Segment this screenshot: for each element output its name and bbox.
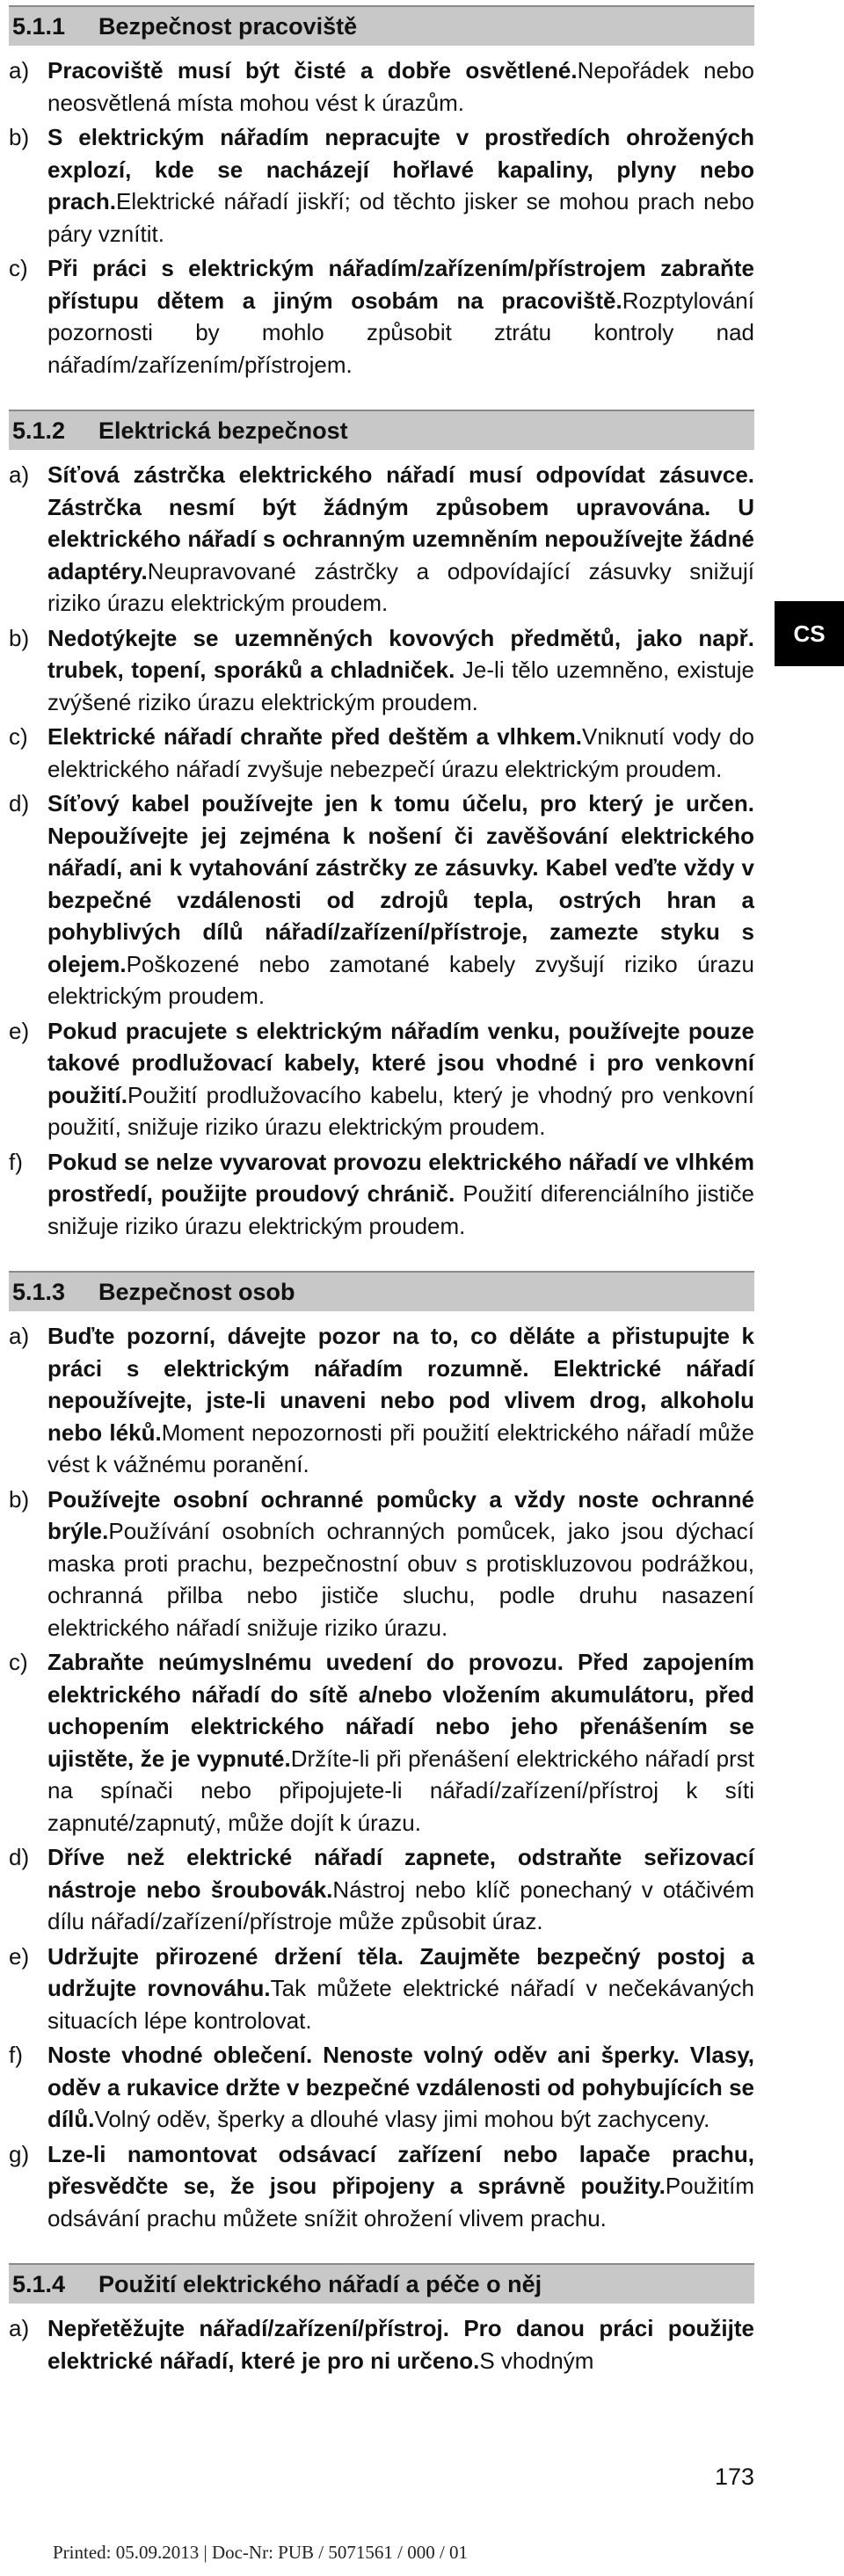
section-number: 5.1.1 [12, 12, 66, 40]
item-letter: d) [9, 1844, 30, 1870]
item-bold-text: Zabraňte neúmyslnému uvedení do provozu. Před zapojením elektrického nářadí do sítě a/nebo vložením akumulátoru, před uchopením elektrického nářadí nebo jeho přenášením se ujistěte, že je vypnuté. [47, 1649, 754, 1772]
list-item [9, 1146, 754, 1243]
list-item [9, 721, 754, 785]
item-letter: e) [9, 1942, 30, 1970]
item-letter: c) [9, 1649, 28, 1675]
item-plain-text: Je-li tělo uzemněno, existuje zvýšené riziko úrazu elektrickým proudem. [47, 657, 754, 715]
list-item [9, 1941, 754, 2037]
list-item [9, 1484, 754, 1644]
item-letter: a) [9, 1323, 30, 1349]
item-letter: b) [9, 124, 30, 150]
item-bold-text: Síťová zástrčka elektrického nářadí musí odpovídat zásuvce. Zástrčka nesmí být žádným způsobem upravována. U elektrického nářadí s ochranným uzemněním nepoužívejte žádné adaptéry. [47, 461, 754, 584]
item-text [47, 459, 754, 620]
item-plain-text: Držíte-li při přenášení elektrického nářadí prst na spínači nebo připojujete-li nářadí/zařízení/přístroj k síti zapnuté/zapnutý, může dojít k úrazu. [47, 1745, 754, 1836]
item-text [47, 1015, 754, 1143]
item-bold-text: Elektrické nářadí chraňte před deštěm a vlhkem. [47, 723, 583, 750]
item-text [47, 787, 754, 1012]
list-item [9, 459, 754, 620]
section-5-1-2 [9, 410, 754, 1242]
item-letter: f) [9, 1148, 23, 1175]
item-letter: a) [9, 2315, 30, 2341]
item-text [47, 2312, 754, 2376]
item-bold-text: Nedotýkejte se uzemněných kovových předmětů, jako např. trubek, topení, sporáků a chladniček. [47, 624, 754, 683]
item-bold-text: Pokud se nelze vyvarovat provozu elektrického nářadí ve vlhkém prostředí, použijte proudový chránič. [47, 1148, 754, 1207]
item-text [47, 1941, 754, 2037]
section-5-1-1 [9, 5, 754, 381]
section-5-1-4 [9, 2263, 754, 2376]
list-item [9, 622, 754, 719]
list-item [9, 1841, 754, 1938]
item-plain-text: Poškozené nebo zamotané kabely zvyšují riziko úrazu elektrickým proudem. [47, 950, 754, 1009]
item-text [47, 2138, 754, 2235]
item-text [47, 1646, 754, 1839]
document-column [9, 5, 754, 2379]
item-plain-text: S vhodným [479, 2347, 594, 2374]
item-plain-text: Neupravované zástrčky a odpovídající zásuvky snižují riziko úrazu elektrickým proudem. [47, 557, 754, 616]
item-plain-text: Použití prodlužovacího kabelu, který je vhodný pro venkovní použití, snižuje riziko úrazu elektrickým proudem. [47, 1081, 754, 1140]
section-5-1-3 [9, 1271, 754, 2234]
section-title: Elektrická bezpečnost [98, 417, 348, 444]
item-plain-text: Použití diferenciálního jističe snižuje riziko úrazu elektrickým proudem. [47, 1180, 754, 1239]
item-bold-text: Používejte osobní ochranné pomůcky a vždy noste ochranné brýle. [47, 1485, 754, 1544]
list-item [9, 2312, 754, 2376]
item-letter: a) [9, 461, 30, 488]
item-bold-text: S elektrickým nářadím nepracujte v prostředích ohrožených explozí, kde se nacházejí hořlavé kapaliny, plyny nebo prach. [47, 124, 754, 214]
language-tab: CS [775, 601, 844, 666]
item-text [47, 1320, 754, 1481]
item-bold-text: Pokud pracujete s elektrickým nářadím venku, používejte pouze takové prodlužovací kabely, které jsou vhodné i pro venkovní použití. [47, 1017, 754, 1108]
section-number: 5.1.2 [12, 417, 66, 444]
item-plain-text: Elektrické nářadí jiskří; od těchto jisker se mohou prach nebo páry vznítit. [47, 188, 754, 247]
item-text [47, 622, 754, 719]
item-bold-text: Při práci s elektrickým nářadím/zařízením/přístrojem zabraňte přístupu dětem a jiným osobám na pracoviště. [47, 255, 754, 314]
item-letter: b) [9, 1485, 30, 1513]
item-text [47, 252, 754, 381]
item-plain-text: Vniknutí vody do elektrického nářadí zvyšuje nebezpečí úrazu elektrickým proudem. [47, 723, 754, 782]
item-text [47, 121, 754, 250]
list-item [9, 2138, 754, 2235]
section-title: Použití elektrického nářadí a péče o něj [98, 2270, 542, 2297]
section-number: 5.1.4 [12, 2270, 66, 2297]
item-plain-text: Tak můžete elektrické nářadí v nečekávaných situacích lépe kontrolovat. [47, 1975, 754, 2034]
list-item [9, 54, 754, 119]
item-text [47, 721, 754, 785]
list-item [9, 1646, 754, 1839]
list-item [9, 1320, 754, 1481]
item-letter: b) [9, 624, 30, 651]
item-plain-text: Moment nepozornosti při použití elektrického nářadí může vést k vážnému poranění. [47, 1419, 755, 1477]
item-letter: e) [9, 1017, 30, 1044]
item-bold-text: Udržujte přirozené držení těla. Zaujměte bezpečný postoj a udržujte rovnováhu. [47, 1942, 754, 2001]
print-footer: Printed: 05.09.2013 | Doc-Nr: PUB / 5071561 / 000 / 01 [53, 2542, 469, 2563]
item-text [47, 1841, 754, 1938]
item-plain-text: Používání osobních ochranných pomůcek, jako jsou dýchací maska proti prachu, bezpečnostní obuv s protiskluzovou podrážkou, ochranná přilba nebo jističe sluchu, podle druhu nasazení elektrického nářadí snižuje riziko úrazu. [47, 1518, 754, 1641]
item-plain-text: Použitím odsávání prachu můžete snížit ohrožení vlivem prachu. [47, 2173, 754, 2231]
item-bold-text: Pracoviště musí být čisté a dobře osvětlené. [47, 57, 578, 83]
item-bold-text: Lze-li namontovat odsávací zařízení nebo lapače prachu, přesvědčte se, že jsou připojeny a správně použity. [47, 2140, 754, 2199]
item-bold-text: Dříve než elektrické nářadí zapnete, odstraňte seřizovací nástroje nebo šroubovák. [47, 1844, 754, 1903]
section-heading [9, 1271, 754, 1311]
item-plain-text: Volný oděv, šperky a dlouhé vlasy jimi mohou být zachyceny. [94, 2106, 710, 2132]
item-text [47, 2039, 754, 2136]
list-item [9, 1015, 754, 1143]
item-letter: d) [9, 790, 30, 816]
section-number: 5.1.3 [12, 1278, 66, 1305]
item-plain-text: Nepořádek nebo neosvětlená místa mohou vést k úrazům. [47, 57, 754, 116]
section-title: Bezpečnost osob [98, 1278, 295, 1305]
section-heading [9, 410, 754, 450]
item-letter: f) [9, 2042, 23, 2068]
item-letter: c) [9, 723, 28, 750]
item-bold-text: Nepřetěžujte nářadí/zařízení/přístroj. Pro danou práci použijte elektrické nářadí, které je pro ni určeno. [47, 2315, 754, 2374]
item-plain-text: Nástroj nebo klíč ponechaný v otáčivém dílu nářadí/zařízení/přístroje může způsobit úraz. [47, 1876, 755, 1934]
item-plain-text: Rozptylování pozornosti by mohlo způsobit ztrátu kontroly nad nářadím/zařízením/přístrojem. [47, 287, 754, 378]
list-item [9, 252, 754, 381]
section-title: Bezpečnost pracoviště [98, 12, 358, 40]
item-letter: c) [9, 255, 28, 281]
item-text [47, 54, 754, 119]
list-item [9, 2039, 754, 2136]
item-text [47, 1484, 754, 1644]
item-text [47, 1146, 754, 1243]
list-item [9, 787, 754, 1012]
item-letter: g) [9, 2140, 30, 2167]
section-heading [9, 5, 754, 46]
item-bold-text: Síťový kabel používejte jen k tomu účelu, pro který je určen. Nepoužívejte jej zejména k nošení či zavěšování elektrického nářadí, ani k vytahování zástrčky ze zásuvky. Kabel veďte vždy v bezpečné vzdálenosti od zdrojů tepla, ostrých hran a pohyblivých dílů nářadí/zařízení/přístroje, zamezte styku s olejem. [47, 790, 754, 977]
item-bold-text: Noste vhodné oblečení. Nenoste volný oděv ani šperky. Vlasy, oděv a rukavice držte v bezpečné vzdálenosti od pohybujících se dílů. [47, 2042, 754, 2132]
item-bold-text: Buďte pozorní, dávejte pozor na to, co děláte a přistupujte k práci s elektrickým nářadím rozumně. Elektrické nářadí nepoužívejte, jste-li unaveni nebo pod vlivem drog, alkoholu nebo léků. [47, 1323, 754, 1446]
item-letter: a) [9, 57, 30, 83]
list-item [9, 121, 754, 250]
page-number: 173 [714, 2464, 754, 2490]
section-heading [9, 2263, 754, 2304]
